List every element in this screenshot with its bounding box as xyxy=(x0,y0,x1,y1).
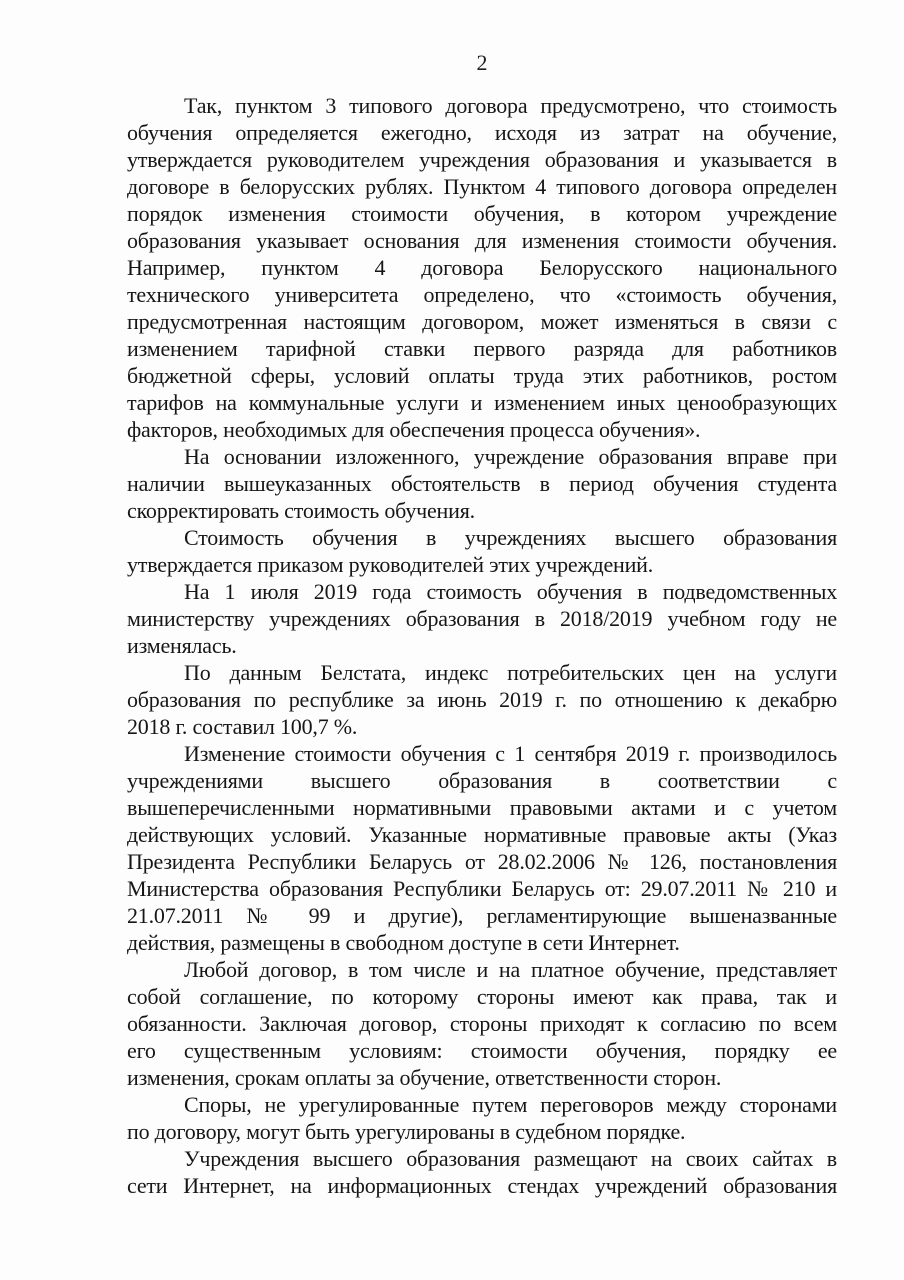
text-line: Так, пунктом 3 типового договора предусмотрено, что стоимость xyxy=(184,93,837,118)
text-line: Учреждения высшего образования размещают на своих сайтах в xyxy=(184,1146,837,1171)
text-line: Например, пунктом 4 договора Белорусского национального xyxy=(127,255,837,280)
paragraph xyxy=(127,578,837,659)
text-line: Споры, не урегулированные путем переговоров между сторонами xyxy=(184,1092,837,1117)
text-line: Стоимость обучения в учреждениях высшего образования xyxy=(184,525,837,550)
text-line: обязанности. Заключая договор, стороны приходят к согласию по всем xyxy=(127,1011,837,1036)
paragraph xyxy=(127,92,837,443)
text-line: утверждается руководителем учреждения образования и указывается в xyxy=(127,147,837,172)
text-line: Президента Республики Беларусь от 28.02.2006 № 126, постановления xyxy=(127,849,837,874)
text-line: его существенным условиям: стоимости обучения, порядку ее xyxy=(127,1038,837,1063)
text-line: действующих условий. Указанные нормативные правовые акты (Указ xyxy=(127,822,837,847)
text-line: образования по республике за июнь 2019 г. по отношению к декабрю xyxy=(127,687,837,712)
text-line: действия, размещены в свободном доступе в сети Интернет. xyxy=(127,930,680,955)
paragraph xyxy=(127,659,837,740)
paragraph xyxy=(127,1145,837,1199)
text-line: изменением тарифной ставки первого разряда для работников xyxy=(127,336,837,361)
text-line: скорректировать стоимость обучения. xyxy=(127,498,475,523)
text-line: порядок изменения стоимости обучения, в котором учреждение xyxy=(127,201,837,226)
text-line: договоре в белорусских рублях. Пунктом 4 типового договора определен xyxy=(127,174,837,199)
text-line: собой соглашение, по которому стороны имеют как права, так и xyxy=(127,984,837,1009)
text-line: образования указывает основания для изменения стоимости обучения. xyxy=(127,228,837,253)
text-line: тарифов на коммунальные услуги и изменением иных ценообразующих xyxy=(127,390,837,415)
text-line: На основании изложенного, учреждение образования вправе при xyxy=(184,444,837,469)
paragraph xyxy=(127,956,837,1091)
text-line: предусмотренная настоящим договором, может изменяться в связи с xyxy=(127,309,837,334)
text-line: утверждается приказом руководителей этих учреждений. xyxy=(127,552,654,577)
paragraph xyxy=(127,740,837,956)
paragraph xyxy=(127,443,837,524)
text-line: Министерства образования Республики Беларусь от: 29.07.2011 № 210 и xyxy=(127,876,837,901)
document-body xyxy=(127,92,837,1199)
text-line: министерству учреждениях образования в 2018/2019 учебном году не xyxy=(127,606,837,631)
page-number: 2 xyxy=(476,50,488,75)
text-line: технического университета определено, что «стоимость обучения, xyxy=(127,282,837,307)
paragraph xyxy=(127,524,837,578)
text-line: На 1 июля 2019 года стоимость обучения в подведомственных xyxy=(184,579,837,604)
text-line: изменения, срокам оплаты за обучение, ответственности сторон. xyxy=(127,1065,722,1090)
text-line: наличии вышеуказанных обстоятельств в период обучения студента xyxy=(127,471,837,496)
text-line: По данным Белстата, индекс потребительских цен на услуги xyxy=(184,660,837,685)
text-line: сети Интернет, на информационных стендах учреждений образования xyxy=(127,1173,837,1198)
text-line: бюджетной сферы, условий оплаты труда этих работников, ростом xyxy=(127,363,837,388)
text-line: обучения определяется ежегодно, исходя из затрат на обучение, xyxy=(127,120,837,145)
text-line: по договору, могут быть урегулированы в судебном порядке. xyxy=(127,1119,686,1144)
text-line: изменялась. xyxy=(127,633,237,658)
text-line: факторов, необходимых для обеспечения процесса обучения». xyxy=(127,417,701,442)
text-line: вышеперечисленными нормативными правовыми актами и с учетом xyxy=(127,795,837,820)
text-line: 21.07.2011 № 99 и другие), регламентирующие вышеназванные xyxy=(127,903,837,928)
text-line: учреждениями высшего образования в соответствии с xyxy=(127,768,837,793)
text-line: Любой договор, в том числе и на платное обучение, представляет xyxy=(184,957,837,982)
text-line: 2018 г. составил 100,7 %. xyxy=(127,714,358,739)
text-line: Изменение стоимости обучения с 1 сентября 2019 г. производилось xyxy=(184,741,837,766)
paragraph xyxy=(127,1091,837,1145)
